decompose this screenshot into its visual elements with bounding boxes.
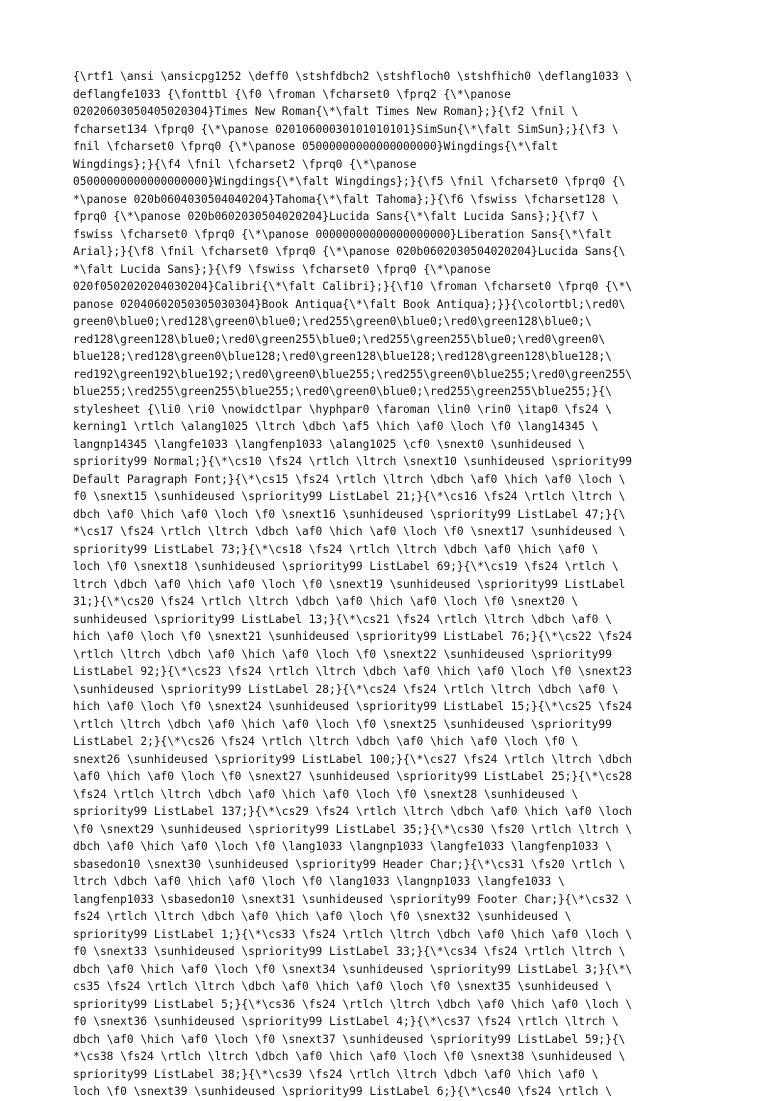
text-line: fswiss \fcharset0 \fprq0 {\*\panose 00000000000000000000}Liberation Sans{\*\falt: [73, 227, 612, 241]
text-line: loch \f0 \snext39 \sunhideused \spriority99 ListLabel 6;}{\*\cs40 \fs24 \rtlch \: [73, 1085, 612, 1098]
text-line: green0\blue0;\red128\green0\blue0;\red255\green0\blue0;\red0\green128\blue0;\: [73, 315, 592, 328]
text-line: sbasedon10 \snext30 \sunhideused \spriority99 Header Char;}{\*\cs31 \fs20 \rtlch \: [73, 857, 626, 871]
text-line: 05000000000000000000}Wingdings{\*\falt Wingdings};}{\f5 \fnil \fcharset0 \fprq0 {\: [73, 175, 626, 188]
text-line: blue128;\red128\green0\blue128;\red0\green128\blue128;\red128\green128\blue128;\: [73, 350, 612, 363]
text-line: kerning1 \rtlch \alang1025 \ltrch \dbch \af5 \hich \af0 \loch \f0 \lang14345 \: [73, 420, 599, 433]
text-line: Default Paragraph Font;}{\*\cs15 \fs24 \rtlch \ltrch \dbch \af0 \hich \af0 \loch \: [73, 472, 626, 486]
text-line: Wingdings};}{\f4 \fnil \fcharset2 \fprq0 {\*\panose: [73, 157, 417, 171]
text-line: \f0 \snext29 \sunhideused \spriority99 ListLabel 35;}{\*\cs30 \fs20 \rtlch \ltrch \: [73, 822, 633, 836]
text-line: f0 \snext36 \sunhideused \spriority99 ListLabel 4;}{\*\cs37 \fs24 \rtlch \ltrch \: [73, 1015, 619, 1028]
text-line: panose 02040602050305030304}Book Antiqua{\*\falt Book Antiqua};}}{\colortbl;\red0\: [73, 297, 626, 311]
text-line: loch \f0 \snext18 \sunhideused \spriority99 ListLabel 69;}{\*\cs19 \fs24 \rtlch \: [73, 560, 619, 573]
text-line: sunhideused \spriority99 ListLabel 13;}{\*\cs21 \fs24 \rtlch \ltrch \dbch \af0 \: [73, 612, 612, 626]
text-line: \af0 \hich \af0 \loch \f0 \snext27 \sunhideused \spriority99 ListLabel 25;}{\*\cs28: [73, 770, 633, 783]
text-line: Arial};}{\f8 \fnil \fcharset0 \fprq0 {\*\panose 020b0602030504020204}Lucida Sans{\: [73, 245, 626, 258]
text-line: {\rtf1 \ansi \ansicpg1252 \deff0 \stshfdbch2 \stshfloch0 \stshfhich0 \deflang1033 \: [73, 70, 633, 83]
text-line: \fs24 \rtlch \ltrch \dbch \af0 \hich \af0 \loch \f0 \snext28 \sunhideused \: [73, 787, 579, 801]
text-line: ListLabel 92;}{\*\cs23 \fs24 \rtlch \ltrch \dbch \af0 \hich \af0 \loch \f0 \snext23: [73, 665, 633, 678]
text-line: langfenp1033 \sbasedon10 \snext31 \sunhideused \spriority99 Footer Char;}{\*\cs32 \: [73, 892, 633, 906]
text-line: ltrch \dbch \af0 \hich \af0 \loch \f0 \snext19 \sunhideused \spriority99 ListLabel: [73, 577, 626, 591]
text-line: dbch \af0 \hich \af0 \loch \f0 \snext37 \sunhideused \spriority99 ListLabel 59;}{\: [73, 1032, 626, 1046]
text-line: hich \af0 \loch \f0 \snext21 \sunhideused \spriority99 ListLabel 76;}{\*\cs22 \fs24: [73, 630, 633, 643]
text-line: dbch \af0 \hich \af0 \loch \f0 \snext34 \sunhideused \spriority99 ListLabel 3;}{\*\: [73, 962, 633, 976]
text-line: ListLabel 2;}{\*\cs26 \fs24 \rtlch \ltrch \dbch \af0 \hich \af0 \loch \f0 \: [73, 735, 579, 748]
text-line: fs24 \rtlch \ltrch \dbch \af0 \hich \af0 \loch \f0 \snext32 \sunhideused \: [73, 910, 572, 923]
text-line: red192\green192\blue192;\red0\green0\blue255;\red255\green0\blue255;\red0\green255\: [73, 367, 633, 381]
text-line: f0 \snext33 \sunhideused \spriority99 ListLabel 33;}{\*\cs34 \fs24 \rtlch \ltrch \: [73, 945, 626, 958]
text-line: red128\green128\blue0;\red0\green255\blue0;\red255\green255\blue0;\red0\green0\: [73, 332, 606, 346]
text-line: deflangfe1033 {\fonttbl {\f0 \froman \fcharset0 \fprq2 {\*\panose: [73, 87, 511, 101]
text-line: spriority99 ListLabel 1;}{\*\cs33 \fs24 \rtlch \ltrch \dbch \af0 \hich \af0 \loch \: [73, 927, 633, 941]
text-line: f0 \snext15 \sunhideused \spriority99 ListLabel 21;}{\*\cs16 \fs24 \rtlch \ltrch \: [73, 490, 626, 503]
text-line: 02020603050405020304}Times New Roman{\*\falt Times New Roman};}{\f2 \fnil \: [73, 105, 579, 118]
text-line: \rtlch \ltrch \dbch \af0 \hich \af0 \loch \f0 \snext22 \sunhideused \spriority99: [73, 647, 612, 661]
text-line: blue255;\red255\green255\blue255;\red0\green0\blue0;\red255\green255\blue255;}{\: [73, 385, 612, 398]
text-line: snext26 \sunhideused \spriority99 ListLabel 100;}{\*\cs27 \fs24 \rtlch \ltrch \dbch: [73, 752, 633, 766]
text-line: \rtlch \ltrch \dbch \af0 \hich \af0 \loch \f0 \snext25 \sunhideused \spriority99: [73, 717, 612, 731]
text-line: \sunhideused \spriority99 ListLabel 28;}{\*\cs24 \fs24 \rtlch \ltrch \dbch \af0 \: [73, 682, 619, 696]
text-line: spriority99 ListLabel 38;}{\*\cs39 \fs24 \rtlch \ltrch \dbch \af0 \hich \af0 \: [73, 1067, 599, 1081]
text-line: 31;}{\*\cs20 \fs24 \rtlch \ltrch \dbch \af0 \hich \af0 \loch \f0 \snext20 \: [73, 595, 579, 608]
text-line: cs35 \fs24 \rtlch \ltrch \dbch \af0 \hich \af0 \loch \f0 \snext35 \sunhideused \: [73, 980, 612, 993]
text-line: spriority99 ListLabel 137;}{\*\cs29 \fs24 \rtlch \ltrch \dbch \af0 \hich \af0 \loch: [73, 805, 633, 818]
text-line: spriority99 ListLabel 73;}{\*\cs18 \fs24 \rtlch \ltrch \dbch \af0 \hich \af0 \: [73, 542, 599, 556]
text-line: spriority99 Normal;}{\*\cs10 \fs24 \rtlch \ltrch \snext10 \sunhideused \spriority99: [73, 455, 633, 468]
text-line: fnil \fcharset0 \fprq0 {\*\panose 05000000000000000000}Wingdings{\*\falt: [73, 140, 558, 153]
text-line: *\falt Lucida Sans};}{\f9 \fswiss \fcharset0 \fprq0 {\*\panose: [73, 262, 491, 276]
text-line: fprq0 {\*\panose 020b0602030504020204}Lucida Sans{\*\falt Lucida Sans};}{\f7 \: [73, 210, 599, 223]
text-line: ltrch \dbch \af0 \hich \af0 \loch \f0 \lang1033 \langnp1033 \langfe1033 \: [73, 875, 565, 888]
text-line: dbch \af0 \hich \af0 \loch \f0 \lang1033 \langnp1033 \langfe1033 \langfenp1033 \: [73, 840, 612, 853]
text-line: *\cs38 \fs24 \rtlch \ltrch \dbch \af0 \hich \af0 \loch \f0 \snext38 \sunhideused \: [73, 1050, 626, 1063]
text-line: 020f0502020204030204}Calibri{\*\falt Calibri};}{\f10 \froman \fcharset0 \fprq0 {\*\: [73, 280, 633, 293]
text-line: spriority99 ListLabel 5;}{\*\cs36 \fs24 \rtlch \ltrch \dbch \af0 \hich \af0 \loch \: [73, 997, 633, 1011]
text-line: langnp14345 \langfe1033 \langfenp1033 \alang1025 \cf0 \snext0 \sunhideused \: [73, 437, 585, 451]
text-line: *\cs17 \fs24 \rtlch \ltrch \dbch \af0 \hich \af0 \loch \f0 \snext17 \sunhideused \: [73, 525, 626, 538]
text-line: hich \af0 \loch \f0 \snext24 \sunhideused \spriority99 ListLabel 15;}{\*\cs25 \fs24: [73, 700, 633, 713]
text-line: fcharset134 \fprq0 {\*\panose 02010600030101010101}SimSun{\*\falt SimSun};}{\f3 \: [73, 122, 619, 136]
text-line: stylesheet {\li0 \ri0 \nowidctlpar \hyphpar0 \faroman \lin0 \rin0 \itap0 \fs24 \: [73, 402, 612, 416]
rtf-source-text: [73, 68, 703, 1101]
text-line: dbch \af0 \hich \af0 \loch \f0 \snext16 \sunhideused \spriority99 ListLabel 47;}{\: [73, 507, 626, 521]
text-line: *\panose 020b0604030504040204}Tahoma{\*\falt Tahoma};}{\f6 \fswiss \fcharset128 \: [73, 192, 619, 206]
